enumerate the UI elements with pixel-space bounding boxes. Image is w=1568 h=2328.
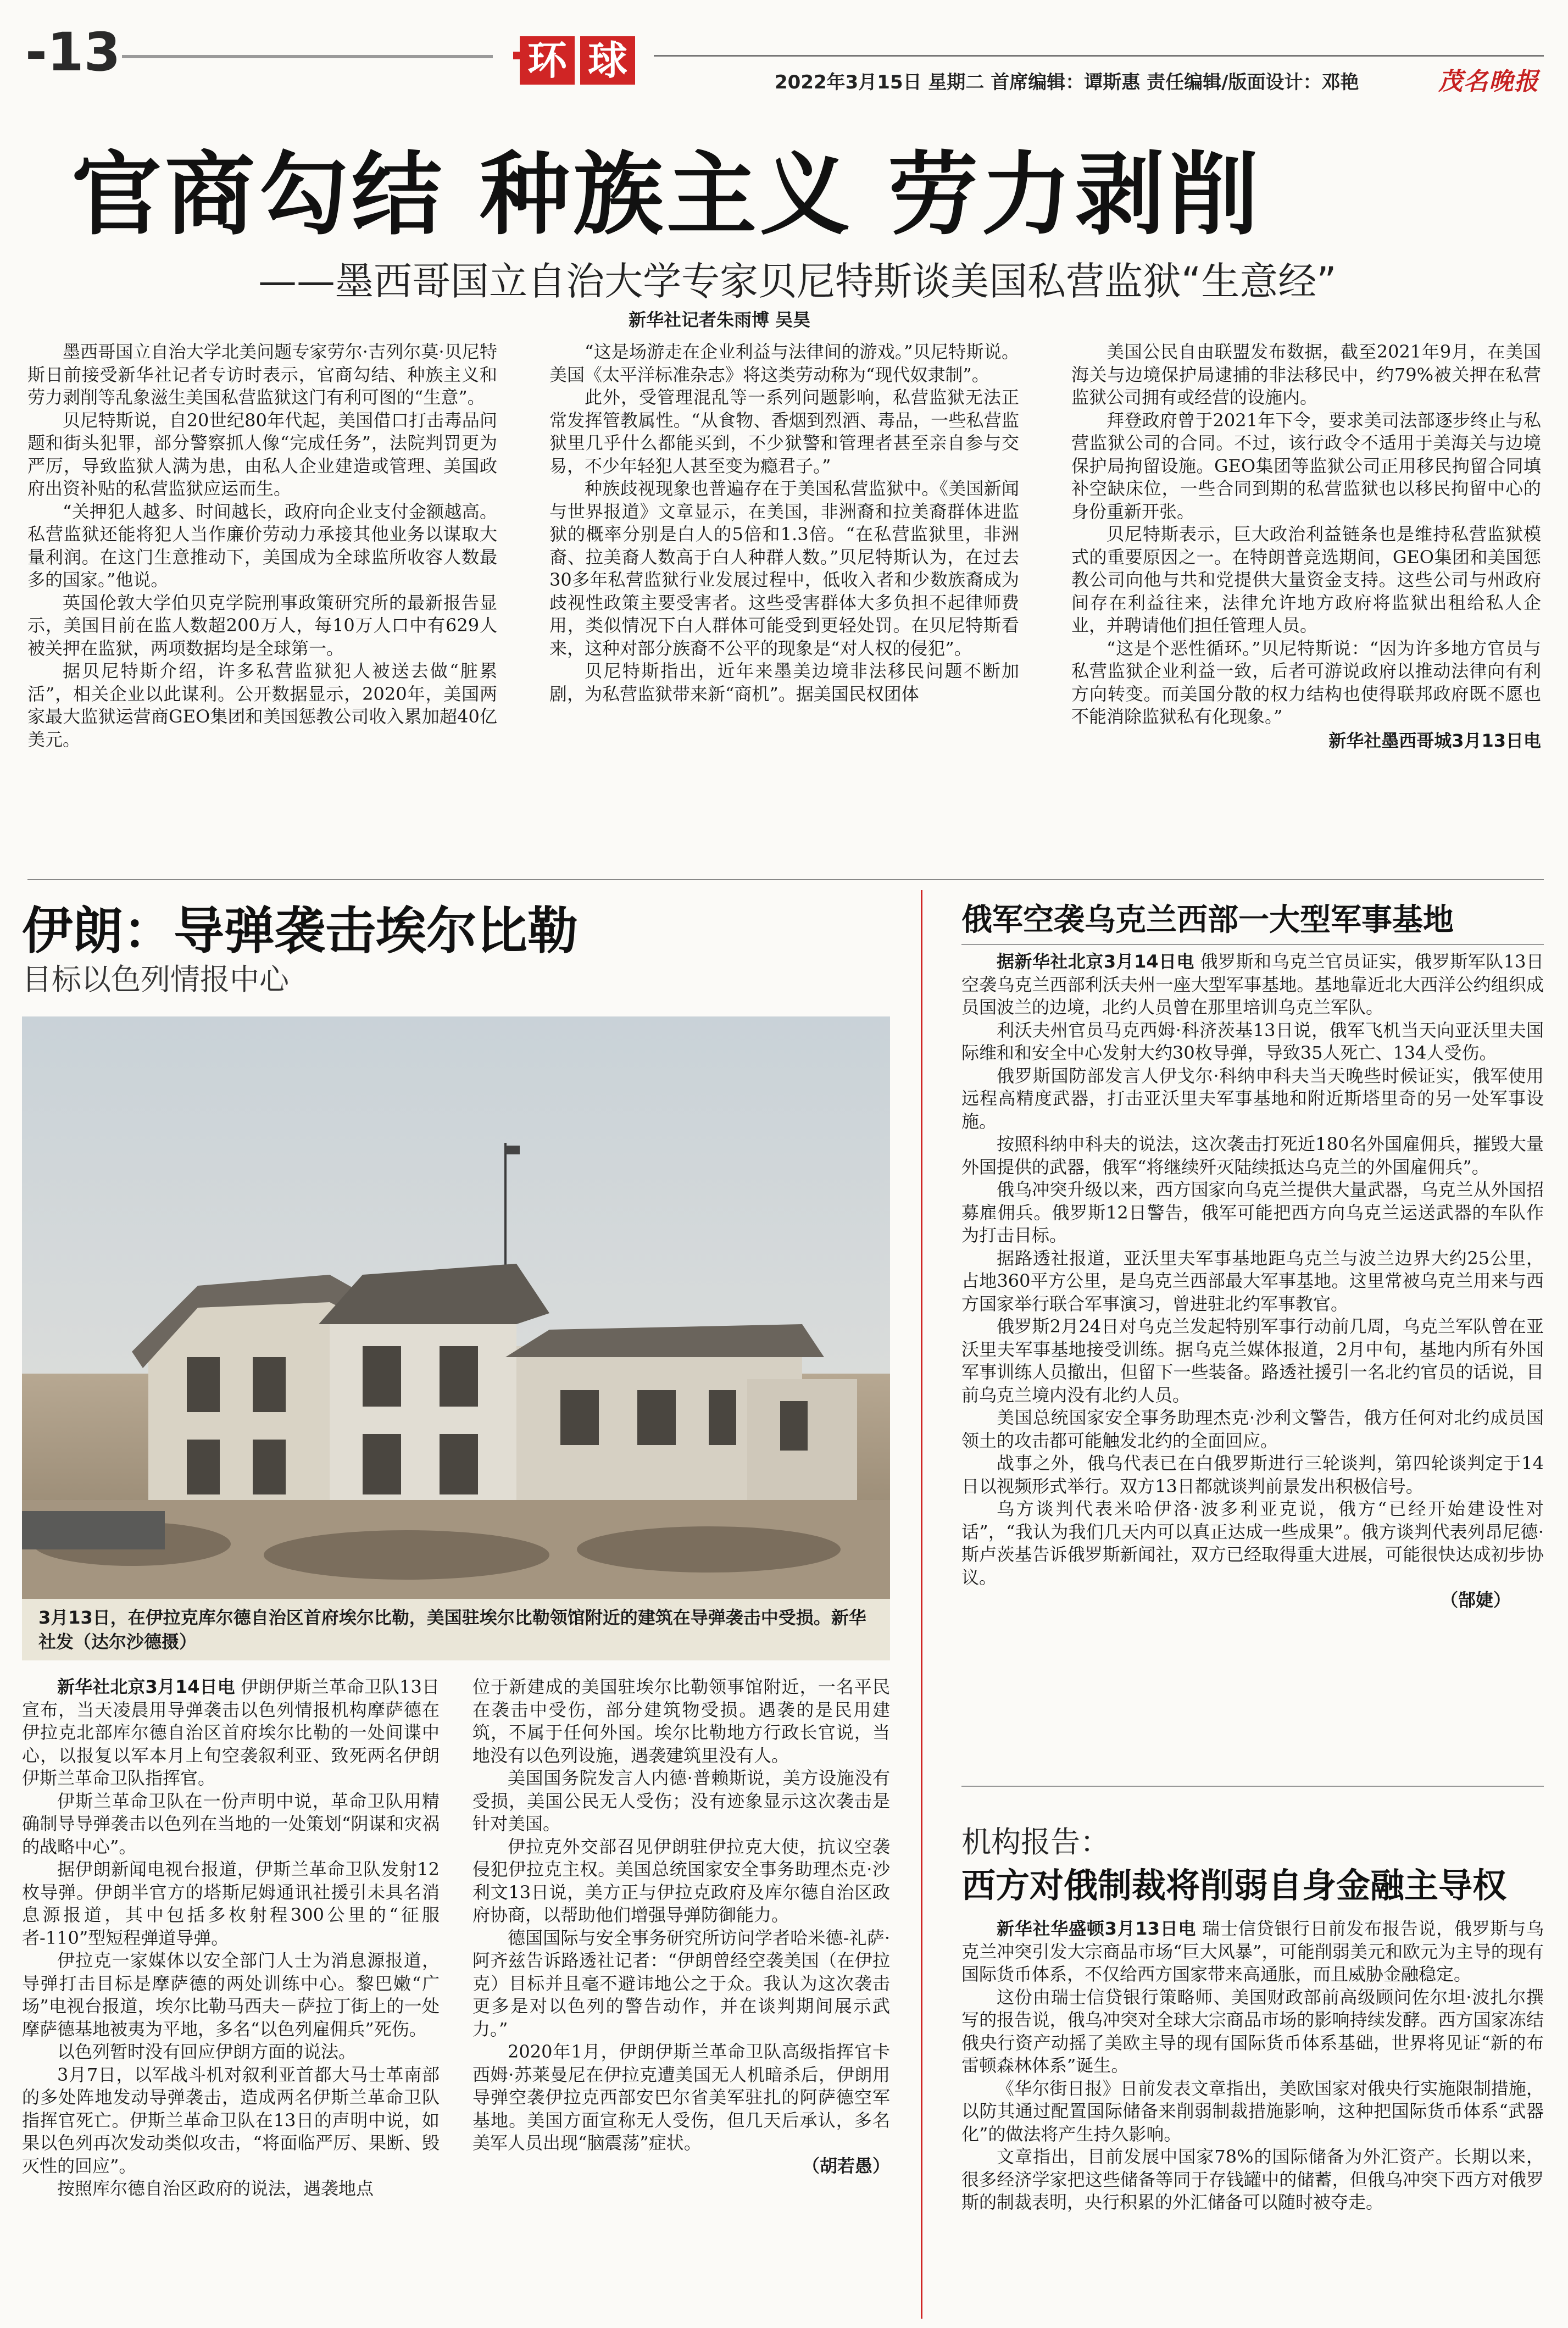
iran-col2-para-3: 伊拉克外交部召见伊朗驻伊拉克大使，抗议空袭侵犯伊拉克主权。美国总统国家安全事务助理杰克·沙利文13日说，美方正与伊拉克政府及库尔德自治区政府协商，以帮助他们增强导弹防御能力。 [472,1836,890,1925]
lead-col1-para-1: 墨西哥国立自治大学北美问题专家劳尔·吉列尔莫·贝尼特斯日前接受新华社记者专访时表示，官商勾结、种族主义和劳力剥削等乱象滋生美国私营监狱这门有利可图的“生意”。 [27,341,497,408]
lead-col2-para-2: 此外，受管理混乱等一系列问题影响，私营监狱无法正常发挥管教属性。“从食物、香烟到烈酒、毒品，一些私营监狱里几乎什么都能买到，不少狱警和管理者甚至亲自参与交易，不少年轻犯人甚至变为瘾君子。” [549,387,1019,476]
iran-dateline: 新华社北京3月14日电 [57,1676,235,1697]
lead-subtitle: ——墨西哥国立自治大学专家贝尼特斯谈美国私营监狱“生意经” [258,259,1337,304]
ukraine-para-6: 据路透社报道，亚沃里夫军事基地距乌克兰与波兰边界大约25公里，占地360平方公里，是乌克兰西部最大军事基地。这里常被乌克兰用来与西方国家举行联合军事演习，曾进驻北约军事教官。 [961,1247,1544,1314]
lead-col2-para-4: 贝尼特斯指出，近年来墨美边境非法移民问题不断加剧，为私营监狱带来新“商机”。据美国民权团体 [549,660,1019,704]
ukraine-headline-rule [961,944,1544,945]
finance-para-4: 文章指出，目前发展中国家78%的国际储备为外汇资产。长期以来，很多经济学家把这些储备等同于存钱罐中的储蓄，但俄乌冲突下西方对俄罗斯的制裁表明，央行积累的外汇储备可以随时被夺走。 [961,2146,1544,2213]
ukraine-para-3: 俄罗斯国防部发言人伊戈尔·科纳申科夫当天晚些时候证实，俄军使用远程高精度武器，打击亚沃里夫军事基地和附近斯塔里奇的另一处军事设施。 [961,1065,1544,1132]
lead-headline: 官商勾结 种族主义 劳力剥削 [71,142,1262,247]
iran-col2-para-4: 德国国际与安全事务研究所访问学者哈米德-礼萨·阿齐兹告诉路透社记者：“伊朗曾经空袭美国（在伊拉克）目标并且毫不避讳地公之于众。我认为这次袭击更多是对以色列的警告动作，并在谈判期间展示武力。” [472,1927,890,2040]
ukraine-para-7: 俄罗斯2月24日对乌克兰发起特别军事行动前几周，乌克兰军队曾在亚沃里夫军事基地接受训练。据乌克兰媒体报道，2月中旬，基地内所有外国军事训练人员撤出，但留下一些装备。路透社援引一名北约官员的话说，目前乌克兰境内没有北约人员。 [961,1316,1544,1405]
ukraine-para-9: 战事之外，俄乌代表已在白俄罗斯进行三轮谈判，第四轮谈判定于14日以视频形式举行。双方13日都就谈判前景发出积极信号。 [961,1453,1544,1497]
lead-col3-para-3: 贝尼特斯表示，巨大政治利益链条也是维持私营监狱模式的重要原因之一。在特朗普竞选期间，GEO集团和美国惩教公司向他与共和党提供大量资金支持。这些公司与州政府间存在利益往来，法律允许地方政府将监狱出租给私人企业，并聘请他们担任管理人员。 [1071,524,1541,636]
lead-col2-para-1: “这是场游走在企业利益与法律间的游戏。”贝尼特斯说。美国《太平洋标准杂志》将这类劳动称为“现代奴隶制”。 [549,341,1019,385]
lead-column-3 [1071,341,1541,752]
iran-col1-para-1: 新华社北京3月14日电 伊朗伊斯兰革命卫队13日宣布，当天凌晨用导弹袭击以色列情报机构摩萨德在伊拉克北部库尔德自治区首府埃尔比勒的一处间谍中心，以报复以军本月上旬空袭叙利亚、致死两名伊朗伊斯兰革命卫队指挥官。 [22,1676,440,1788]
iran-column-2 [472,1676,890,2177]
ukraine-para-8: 美国总统国家安全事务助理杰克·沙利文警告，俄方任何对北约成员国领土的攻击都可能触发北约的全面回应。 [961,1407,1544,1451]
header-meta: 2022年3月15日 星期二 首席编辑：谭斯惠 责任编辑/版面设计：邓艳 [775,71,1359,93]
header-rule-left [122,55,493,58]
lead-column-2 [549,341,1019,705]
iran-photo [22,1016,890,1599]
iran-column-1 [22,1676,440,2201]
iran-headline: 伊朗：导弹袭击埃尔比勒 [22,902,579,960]
finance-para-3: 《华尔街日报》日前发表文章指出，美欧国家对俄央行实施限制措施，以防其通过配置国际储备来削弱制裁措施影响，这种把国际货币体系“武器化”的做法将产生持久影响。 [961,2077,1544,2144]
masthead-logo: 茂名晚报 [1438,68,1539,96]
page-number: -13 [25,21,121,83]
section-label [520,30,646,90]
lead-col3-para-2: 拜登政府曾于2021年下令，要求美司法部逐步终止与私营监狱公司的合同。不过，该行政令不适用于美海关与边境保护局拘留设施。GEO集团等监狱公司正用移民拘留合同填补空缺床位，一些合同到期的私营监狱也以移民拘留中心的身份重新开张。 [1071,409,1541,522]
lead-bottom-rule [27,879,1544,880]
header-rule-right [654,55,1544,57]
finance-kicker: 机构报告： [961,1825,1110,1859]
finance-para-2: 这份由瑞士信贷银行策略师、美国财政部前高级顾问佐尔坦·波扎尔撰写的报告说，俄乌冲突对全球大宗商品市场的影响持续发酵。西方国家冻结俄央行资产动摇了美欧主导的现有国际货币体系基础，世界将见证“新的布雷顿森林体系”诞生。 [961,1986,1544,2076]
finance-para-1: 新华社华盛顿3月13日电 瑞士信贷银行日前发布报告说，俄罗斯与乌克兰冲突引发大宗商品市场“巨大风暴”，可能削弱美元和欧元为主导的现有国际货币体系，不仅给西方国家带来高通胀，而且威胁金融稳定。 [961,1918,1544,1985]
ukraine-para-5: 俄乌冲突升级以来，西方国家向乌克兰提供大量武器，乌克兰从外国招募雇佣兵。俄罗斯12日警告，俄军可能把西方向乌克兰运送武器的车队作为打击目标。 [961,1179,1544,1246]
lead-col2-para-3: 种族歧视现象也普遍存在于美国私营监狱中。《美国新闻与世界报道》文章显示，在美国，非洲裔和拉美裔群体进监狱的概率分别是白人的5倍和1.3倍。“在私营监狱里，非洲裔、拉美裔人数高于白人种群人数。”贝尼特斯认为，在过去30多年私营监狱行业发展过程中，低收入者和少数族裔成为歧视性政策主要受害者。这些受害群体大多负担不起律师费用，类似情况下白人群体可能受到更轻处罚。在贝尼特斯看来，这种对部分族裔不公平的现象是“对人权的侵犯”。 [549,478,1019,659]
lead-col1-para-4: 英国伦敦大学伯贝克学院刑事政策研究所的最新报告显示，美国目前在监人数超200万人，每10万人口中有629人被关押在监狱，两项数据均是全球第一。 [27,592,497,659]
lead-byline: 新华社记者朱雨博 吴昊 [629,309,811,330]
damaged-building-image [22,1016,890,1599]
iran-col2-para-2: 美国国务院发言人内德·普赖斯说，美方设施没有受损，美国公民无人受伤；没有迹象显示这次袭击是针对美国。 [472,1768,890,1834]
finance-top-rule [961,1786,1544,1787]
ukraine-para-1: 据新华社北京3月14日电 俄罗斯和乌克兰官员证实，俄罗斯军队13日空袭乌克兰西部利沃夫州一座大型军事基地。基地靠近北大西洋公约组织成员国波兰的边境，北约人员曾在那里培训乌克兰军队。 [961,951,1544,1018]
ukraine-para-10: 乌方谈判代表米哈伊洛·波多利亚克说，俄方“已经开始建设性对话”，“我认为我们几天内可以真正达成一些成果”。俄方谈判代表列昂尼德·斯卢茨基告诉俄罗斯新闻社，双方已经取得重大进展，可能很快达成初步协议。 [961,1498,1544,1588]
iran-subtitle: 目标以色列情报中心 [22,962,289,997]
lead-col1-para-2: 贝尼特斯说，自20世纪80年代起，美国借口打击毒品问题和街头犯罪，部分警察抓人像“完成任务”，法院判罚更为严厉，导致监狱人满为患，由私人企业建造或管理、美国政府出资补贴的私营监狱应运而生。 [27,409,497,499]
ukraine-headline: 俄军空袭乌克兰西部一大型军事基地 [961,902,1454,938]
finance-headline: 西方对俄制裁将削弱自身金融主导权 [961,1865,1507,1905]
ukraine-body [961,951,1544,1612]
finance-dateline: 新华社华盛顿3月13日电 [997,1918,1197,1939]
iran-photo-caption: 3月13日，在伊拉克库尔德自治区首府埃尔比勒，美国驻埃尔比勒领馆附近的建筑在导弹袭击中受损。新华社发（达尔沙德摄） [22,1599,890,1660]
finance-body [961,1918,1544,2214]
lead-col3-para-4: “这是个恶性循环。”贝尼特斯说：“因为许多地方官员与私营监狱企业利益一致，后者可游说政府以推动法律向有利方向转变。而美国分散的权力结构也使得联邦政府既不愿也不能消除监狱私有化现象。” [1071,637,1541,727]
ukraine-dateline: 据新华社北京3月14日电 [997,951,1195,972]
iran-col1-para-2: 伊斯兰革命卫队在一份声明中说，革命卫队用精确制导导弹袭击以色列在当地的一处策划“阴谋和灾祸的战略中心”。 [22,1790,440,1857]
iran-col1-para-5: 以色列暂时没有回应伊朗方面的说法。 [57,2041,357,2062]
section-char-1: 环 [520,36,575,85]
iran-signature: （胡若愚） [802,2155,890,2176]
iran-col1-para-6: 3月7日，以军战斗机对叙利亚首都大马士革南部的多处阵地发动导弹袭击，造成两名伊斯兰革命卫队指挥官死亡。伊斯兰革命卫队在13日的声明中说，如果以色列再次发动类似攻击，“将面临严厉、果断、毁灭性的回应”。 [22,2064,440,2176]
lead-col1-para-3: “关押犯人越多、时间越长，政府向企业支付金额越高。私营监狱还能将犯人当作廉价劳动力承接其他业务以谋取大量利润。在这门生意推动下，美国成为全球监所收容人数最多的国家。”他说。 [27,501,497,590]
ukraine-signature: （郜婕） [1440,1590,1511,1610]
lead-column-1 [27,341,497,751]
iran-col1-para-4: 伊拉克一家媒体以安全部门人士为消息源报道，导弹打击目标是摩萨德的两处训练中心。黎巴嫩“广场”电视台报道，埃尔比勒马西夫－萨拉丁街上的一处摩萨德基地被夷为平地，多名“以色列雇佣兵”死伤。 [22,1950,440,2040]
iran-col2-para-5: 2020年1月，伊朗伊斯兰革命卫队高级指挥官卡西姆·苏莱曼尼在伊拉克遭美国无人机暗杀后，伊朗用导弹空袭伊拉克西部安巴尔省美军驻扎的阿萨德空军基地。美国方面宣称无人受伤，但几天后承认，多名美军人员出现“脑震荡”症状。 [472,2041,890,2153]
iran-col1-para-7: 按照库尔德自治区政府的说法，遇袭地点 [57,2178,374,2199]
ukraine-para-2: 利沃夫州官员马克西姆·科济茨基13日说，俄军飞机当天向亚沃里夫国际维和和安全中心发射大约30枚导弹，导致35人死亡、134人受伤。 [961,1019,1544,1063]
column-divider [921,890,922,2319]
lead-col3-para-1: 美国公民自由联盟发布数据，截至2021年9月，在美国海关与边境保护局逮捕的非法移民中，约79%被关押在私营监狱公司拥有或经营的设施内。 [1071,341,1541,408]
section-char-2: 球 [580,36,635,85]
iran-col2-para-1: 位于新建成的美国驻埃尔比勒领事馆附近，一名平民在袭击中受伤，部分建筑物受损。遇袭的是民用建筑，不属于任何外国。埃尔比勒地方行政长官说，当地没有以色列设施，遇袭建筑里没有人。 [472,1676,890,1766]
ukraine-para-4: 按照科纳申科夫的说法，这次袭击打死近180名外国雇佣兵，摧毁大量外国提供的武器，俄军“将继续歼灭陆续抵达乌克兰的外国雇佣兵”。 [961,1134,1544,1177]
lead-signature: 新华社墨西哥城3月13日电 [1328,730,1541,751]
lead-col1-para-5: 据贝尼特斯介绍，许多私营监狱犯人被送去做“脏累活”，相关企业以此谋利。公开数据显示，2020年，美国两家最大监狱运营商GEO集团和美国惩教公司收入累加超40亿美元。 [27,660,497,750]
iran-col1-para-3: 据伊朗新闻电视台报道，伊斯兰革命卫队发射12枚导弹。伊朗半官方的塔斯尼姆通讯社援引未具名消息源报道，其中包括多枚射程300公里的“征服者-110”型短程弹道导弹。 [22,1859,440,1948]
